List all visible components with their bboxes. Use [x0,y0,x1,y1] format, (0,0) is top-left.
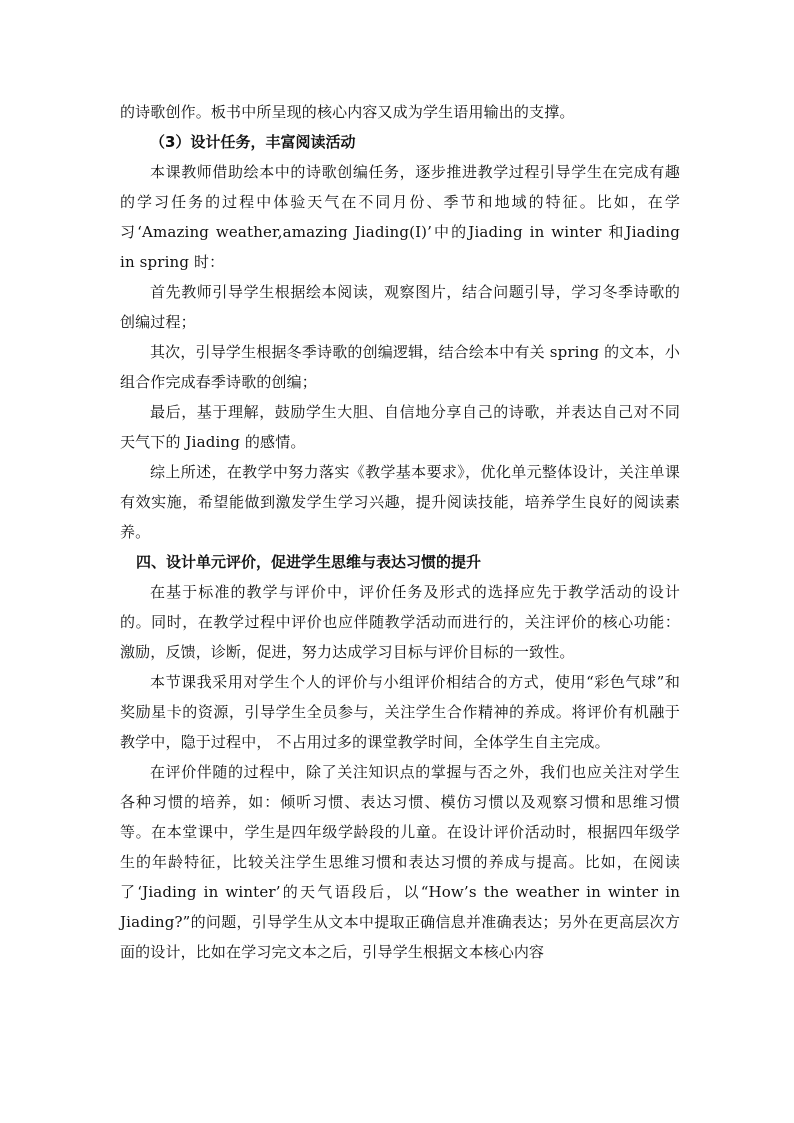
paragraph-step-second: 其次，引导学生根据冬季诗歌的创编逻辑，结合绘本中有关 spring 的文本，小组合作完成春季诗歌的创编； [120,343,680,391]
paragraph-step-first: 首先教师引导学生根据绘本阅读，观察图片，结合问题引导，学习冬季诗歌的创编过程； [120,283,680,331]
document-body [120,97,680,967]
paragraph-evaluation-principle: 在基于标准的教学与评价中，评价任务及形式的选择应先于教学活动的设计的。同时，在教学过程中评价也应伴随教学活动而进行的，关注评价的核心功能：激励，反馈，诊断，促进，努力达成学习目标与评价目标的一致性。 [120,583,680,661]
paragraph-step-last: 最后，基于理解，鼓励学生大胆、自信地分享自己的诗歌，并表达自己对不同天气下的 Jiading 的感情。 [120,403,680,451]
section-heading-design-tasks: （3）设计任务，丰富阅读活动 [150,133,356,151]
paragraph-habits-training: 在评价伴随的过程中，除了关注知识点的掌握与否之外，我们也应关注对学生各种习惯的培养，如：倾听习惯、表达习惯、模仿习惯以及观察习惯和思维习惯等。在本堂课中，学生是四年级学龄段的儿童。在设计评价活动时，根据四年级学生的年龄特征，比较关注学生思维习惯和表达习惯的养成与提高。比如，在阅读了‘Jiading in winter’的天气语段后，以“How’s the weather in winter in Jiading?”的问题，引导学生从文本中提取正确信息并准确表达；另外在更高层次方面的设计，比如在学习完文本之后，引导学生根据文本核心内容 [120,763,680,961]
paragraph-task-intro: 本课教师借助绘本中的诗歌创编任务，逐步推进教学过程引导学生在完成有趣的学习任务的过程中体验天气在不同月份、季节和地域的特征。比如，在学习‘Amazing weather,amazing Jiading(I)’中的Jiading in winter 和Jiading in spring 时： [120,163,680,271]
paragraph-summary: 综上所述，在教学中努力落实《教学基本要求》，优化单元整体设计，关注单课有效实施，希望能做到激发学生学习兴趣，提升阅读技能，培养学生良好的阅读素养。 [120,463,680,541]
paragraph-evaluation-method: 本节课我采用对学生个人的评价与小组评价相结合的方式，使用“彩色气球”和奖励星卡的资源，引导学生全员参与，关注学生合作精神的养成。将评价有机融于教学中，隐于过程中， 不占用过多的课堂教学时间，全体学生自主完成。 [120,673,680,751]
paragraph-continuation: 的诗歌创作。板书中所呈现的核心内容又成为学生语用输出的支撑。 [120,103,575,121]
section-heading-unit-evaluation: 四、设计单元评价，促进学生思维与表达习惯的提升 [136,553,482,571]
